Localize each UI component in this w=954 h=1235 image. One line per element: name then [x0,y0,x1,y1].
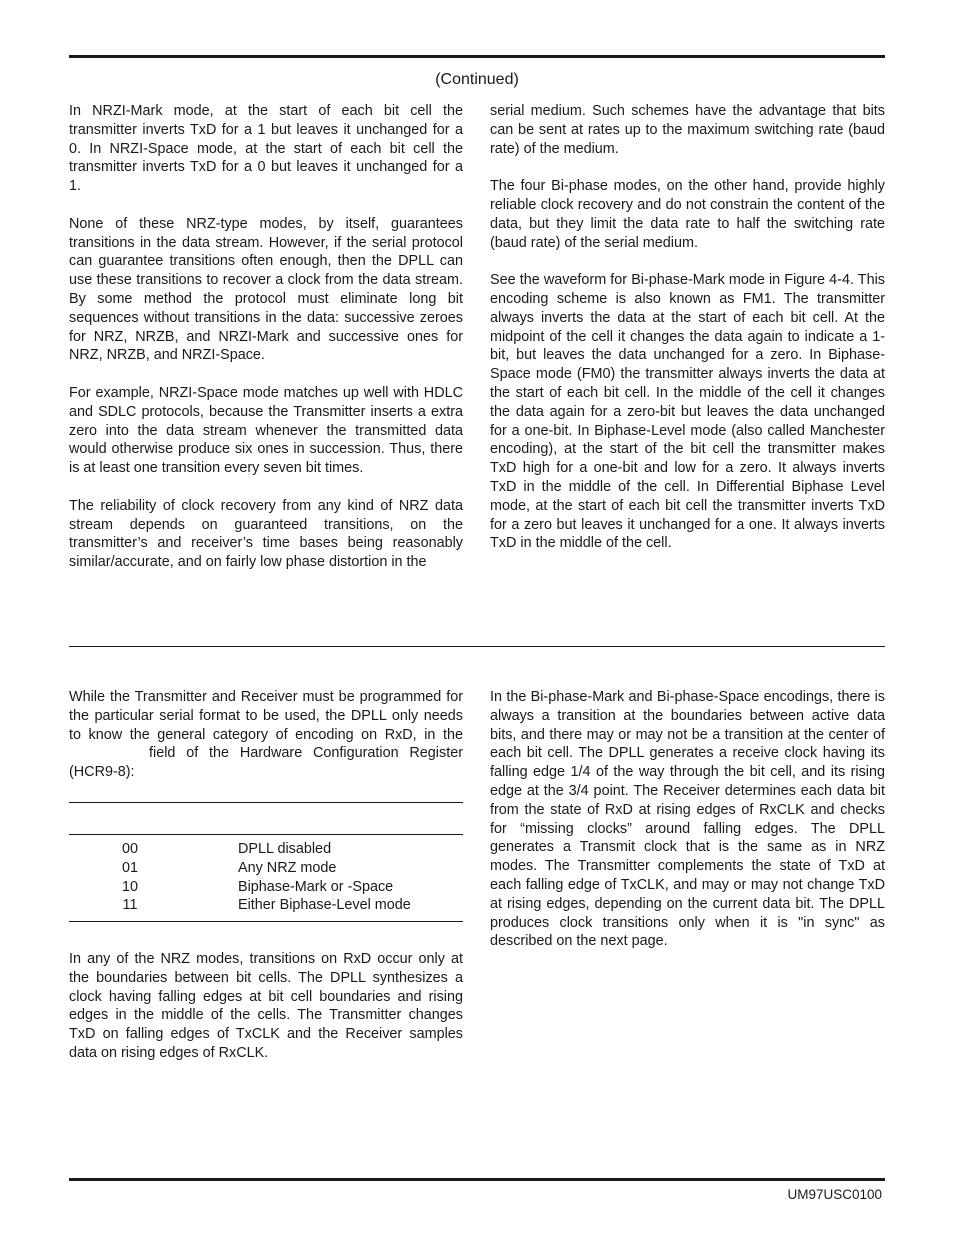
mode-description: Any NRZ mode [238,859,337,876]
table-row [69,840,463,859]
bottom-left-intro [69,688,463,782]
dpll-mode-table [69,840,463,915]
paragraph-serial-medium: serial medium. Such schemes have the advantage that bits can be sent at rates up to the maximum switching rate (baud rate) of the medium. [490,103,885,157]
mode-code: 00 [121,841,138,857]
mode-description: Either Biphase-Level mode [238,897,411,914]
mode-code: 11 [122,897,138,914]
section-rule [69,646,885,647]
top-left-column [69,102,463,572]
paragraph-clock-reliability: The reliability of clock recovery from any kind of NRZ data stream depends on guaranteed transitions, on the transmitter’s and receiver’s time bases being reasonably similar/accurate, and on fairly low phase distortion in the [69,497,463,571]
paragraph-nrzi-space-example: For example, NRZI-Space mode matches up well with HDLC and SDLC protocols, because the Transmitter inserts a extra zero into the data stream whenever the transmitted data would otherwise produce six ones in succession. Thus, there is at least one transition every seven bit times. [69,384,463,477]
table-top-rule [69,802,463,803]
bottom-rule [69,1178,885,1181]
paragraph-dpll-intro [69,688,463,782]
mode-description: DPLL disabled [238,841,332,857]
top-rule [69,55,885,58]
mode-code: 10 [121,878,138,895]
paragraph-biphase-modes: The four Bi-phase modes, on the other hand, provide highly reliable clock recovery and do not constrain the content of the data, but they limit the data rate to half the switching rate (baud rate) of the serial medium. [490,178,885,251]
table-row [69,878,463,897]
table-bottom-rule [69,921,463,922]
dpll-intro-part-b: field of the Hardware Configuration Register (HCR9-8): [69,745,463,781]
paragraph-biphase-dpll: In the Bi-phase-Mark and Bi-phase-Space encodings, there is always a transition at the boundaries between active data bits, and there may or may not be a transition at the center of each bit cell. The DPLL generates a receive clock having its falling edge 1/4 of the way through the bit cell, and its rising edge at the 3/4 point. The Receiver determines each data bit from the state of RxD at rising edges of RxCLK and checks for “missing clocks” around falling edges. The DPLL generates a Transmit clock that is the same as in NRZ modes. The Transmitter complements the state of TxD at each falling edge of TxCLK, and may or may not change TxD at rising edges, depending on the current data bit. The DPLL produces clock transitions only when it is "in sync" as described on the next page. [490,689,885,950]
paragraph-biphase-waveform: See the waveform for Bi-phase-Mark mode in Figure 4-4. This encoding scheme is also known as FM1. The transmitter always inverts the data at the start of each bit cell. At the midpoint of the cell it changes the data again to indicate a 1-bit, but leaves the data unchanged for a zero. In Biphase-Space mode (FM0) the transmitter always inverts the data at the start of each bit cell. In the middle of the cell it changes the data again for a zero-bit but leaves the data unchanged for a one-bit. In Biphase-Level mode (also called Manchester encoding), at the start of the bit cell the transmitter makes TxD high for a one-bit and low for a zero. It always inverts TxD in the middle of the cell. In Differential Biphase Level mode, at the start of each bit cell the transmitter inverts TxD for a zero but leaves it unchanged for a one. It always inverts TxD in the middle of the cell. [490,272,885,552]
bottom-right-column [490,688,885,951]
dpll-intro-part-a: While the Transmitter and Receiver must be programmed for the particular serial format to be used, the DPLL only needs to know the general category of encoding on RxD, in the [69,689,463,743]
paragraph-nrz-dpll: In any of the NRZ modes, transitions on RxD occur only at the boundaries between bit cells. The DPLL synthesizes a clock having falling edges at bit cell boundaries and rising edges in the middle of the cells. The Transmitter changes TxD on falling edges of TxCLK and the Receiver samples data on rising edges of RxCLK. [69,951,463,1061]
table-row [69,859,463,878]
mode-description: Biphase-Mark or -Space [238,878,394,895]
paragraph-nrz-transitions: None of these NRZ-type modes, by itself, guarantees transitions in the data stream. However, if the serial protocol can guarantee transitions often enough, then the DPLL can use these transitions to recover a clock from the data stream. By some method the protocol must eliminate long bit sequences without transitions in the data: successive zeroes for NRZ, NRZB, and NRZI-Mark and successive ones for NRZ, NRZB, and NRZI-Space. [69,215,463,364]
table-row [69,896,463,915]
mode-code: 01 [121,859,138,876]
continued-heading: (Continued) [435,71,519,88]
bottom-left-after [69,950,463,1063]
document-id: UM97USC0100 [787,1187,882,1202]
paragraph-nrzi-mark: In NRZI-Mark mode, at the start of each bit cell the transmitter inverts TxD for a 1 but leaves it unchanged for a 0. In NRZI-Space mode, at the start of each bit cell the transmitter inverts TxD for a 0 but leaves it unchanged for a 1. [69,103,463,195]
table-header-rule [69,834,463,835]
top-right-column [490,102,885,553]
